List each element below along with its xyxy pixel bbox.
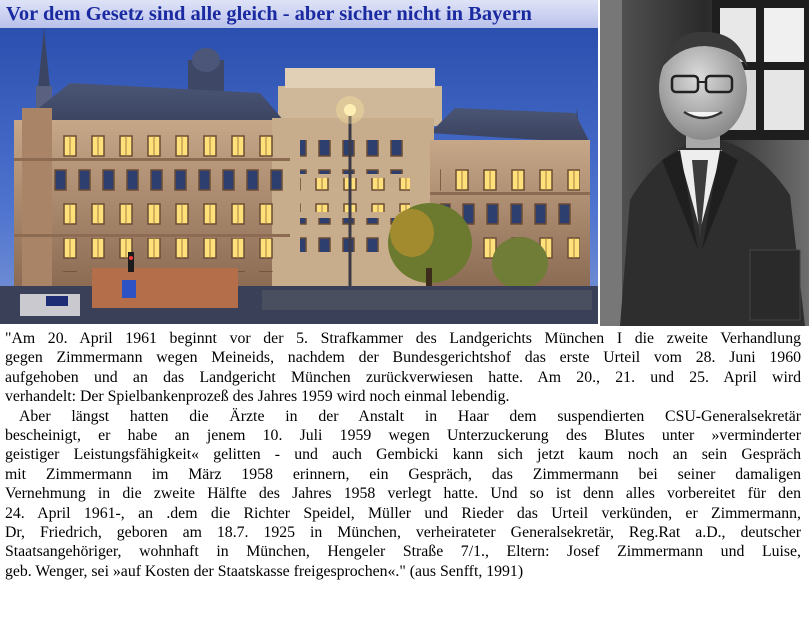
quote-line: geb. Wenger, sei »auf Kosten der Staatskasse freigesprochen«." (aus Senfft, 1991) xyxy=(5,562,524,580)
quote-line: aufgehoben und an das Landgericht München zurückverwiesen hatte. Am 20., 21. und 25. April wird xyxy=(5,368,801,386)
quote-line: 24. April 1961-, an .dem die Richter Speidel, Müller und Rieder das Urteil verkünden, er Zimmermann, xyxy=(5,504,801,522)
quote-line: verhandelt: Der Spielbankenprozeß des Jahres 1959 wird noch einmal lebendig. xyxy=(5,388,510,406)
quote-paragraph-2 xyxy=(5,407,801,582)
building-photo xyxy=(0,28,598,324)
quote-line: Vernehmung in die zweite Hälfte des Jahres 1958 verlegt hatte. Und so ist denn alles vorbereitet für den xyxy=(5,485,801,503)
banner-title: Vor dem Gesetz sind alle gleich - aber sicher nicht in Bayern xyxy=(0,0,598,28)
quote-text xyxy=(5,329,801,581)
quote-line: geistiger Leistungsfähigkeit« gelitten - und auch Gembicki kann sich jetzt kaum noch an sein Gespräch xyxy=(5,446,801,464)
building-illustration xyxy=(0,28,598,324)
portrait-photo xyxy=(600,0,809,326)
portrait-illustration xyxy=(600,0,809,326)
quote-line: "Am 20. April 1961 beginnt vor der 5. Strafkammer des Landgerichts München I die zweite Verhandlung xyxy=(5,330,801,347)
quote-paragraph-1 xyxy=(5,329,801,407)
quote-line: Aber längst hatten die Ärzte in der Anstalt in Haar dem suspendierten CSU-Generalsekretär xyxy=(19,407,801,425)
quote-line: Staatsangehöriger, wohnhaft in München, Hengeler Straße 7/1., Eltern: Josef Zimmermann und Luise, xyxy=(5,543,801,561)
quote-line: Dr, Friedrich, geboren am 18.7. 1925 in München, verheirateter Generalsekretär, Reg.Rat a.D., deutscher xyxy=(5,524,801,542)
quote-line: mit Zimmermann im März 1958 erinnern, ein Gespräch, das Zimmermann bei seiner damaligen xyxy=(5,465,801,483)
quote-line: bescheinigt, er habe an jenem 10. Juli 1959 wegen Unterzuckerung des Blutes unter »verminderter xyxy=(5,427,801,445)
quote-line: gegen Zimmermann wegen Meineids, nachdem der Bundesgerichtshof das erste Urteil vom 28. Juni 1960 xyxy=(5,349,801,367)
